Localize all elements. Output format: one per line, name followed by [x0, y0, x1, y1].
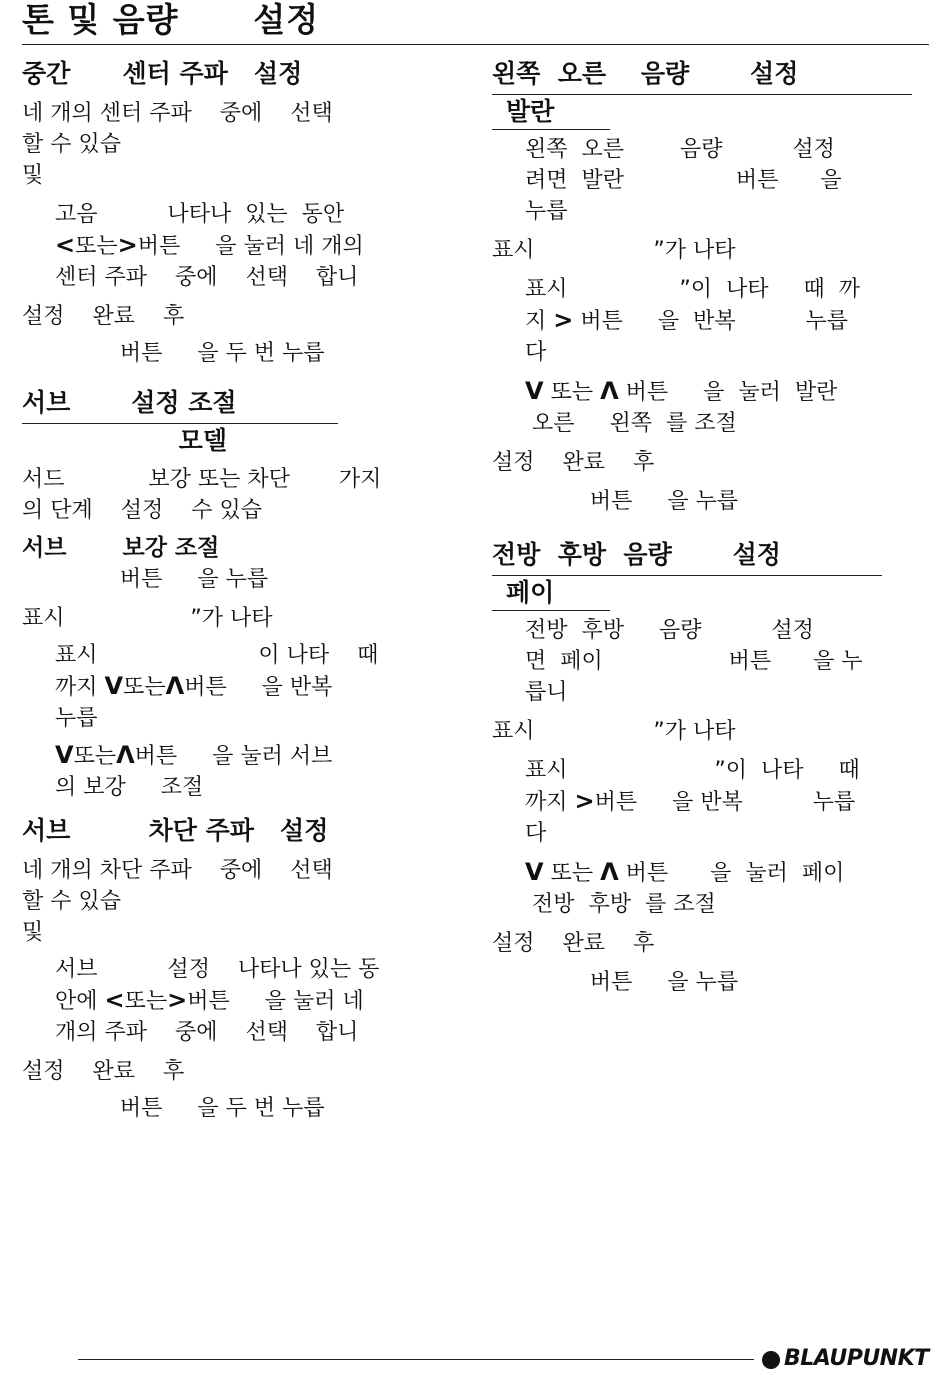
sub-heading-balance: 발란 — [506, 97, 555, 126]
title-rule — [22, 44, 929, 45]
paragraph: 버튼 을 두 번 누릅 — [22, 1096, 325, 1121]
instruction: 센터 주파 중에 선택 합니 — [55, 265, 359, 290]
paragraph: 버튼 을 두 번 누릅 — [22, 341, 325, 366]
paragraph: 네 개의 차단 주파 중에 선택 — [22, 858, 333, 883]
instruction: V 또는 Λ 버튼 을 눌러 발란 — [525, 377, 838, 405]
down-arrow-icon: V — [104, 672, 124, 700]
paragraph: 버튼 을 누릅 — [492, 970, 739, 995]
sub-heading-fader: 페이 — [506, 578, 555, 607]
up-arrow-icon: Λ — [600, 858, 619, 886]
instruction: 까지 >버튼 을 반복 누릅 — [525, 787, 856, 815]
section-heading-sub-setting: 서브 설정 조절 — [22, 388, 237, 417]
instruction: 오른 왼쪽 를 조절 — [525, 411, 737, 436]
paragraph: 표시 ”가 나타 — [492, 719, 736, 744]
instruction: 왼쪽 오른 음량 설정 — [525, 137, 835, 162]
instruction: <또는>버튼 을 눌러 네 개의 — [55, 231, 364, 259]
up-arrow-icon: Λ — [165, 672, 185, 700]
instruction: 표시 ”이 나타 때 — [525, 758, 860, 783]
paragraph: 설정 완료 후 — [22, 304, 185, 329]
right-arrow-icon: > — [553, 306, 574, 334]
down-arrow-icon: V — [525, 858, 544, 886]
section-heading-center-frequency: 중간 센터 주파 설정 — [22, 59, 303, 88]
instruction: 다 — [525, 821, 547, 846]
section-heading-sub-boost: 서브 보강 조절 — [22, 535, 220, 561]
instruction: 누릅 — [55, 706, 98, 731]
sub-heading-model: 모델 — [22, 426, 227, 455]
paragraph: 및 — [22, 163, 44, 188]
instruction: 다 — [525, 340, 547, 365]
brand-logo: BLAUPUNKT — [784, 1346, 929, 1371]
instruction: 표시 이 나타 때 — [55, 643, 379, 668]
instruction: 지 > 버튼 을 반복 누릅 — [525, 306, 849, 334]
instruction: 안에 <또는>버튼 을 눌러 네 — [55, 986, 364, 1014]
paragraph: 네 개의 센터 주파 중에 선택 — [22, 101, 333, 126]
instruction: 누릅 — [525, 199, 568, 224]
instruction: 까지 V또는Λ버튼 을 반복 — [55, 672, 333, 700]
paragraph: 의 단계 설정 수 있습 — [22, 498, 262, 523]
left-column — [22, 58, 462, 1124]
instruction: 면 페이 버튼 을 누 — [525, 649, 863, 674]
paragraph: 표시 ”가 나타 — [492, 238, 736, 263]
down-arrow-icon: V — [55, 741, 74, 769]
paragraph: 버튼 을 누릅 — [492, 489, 739, 514]
instruction: V 또는 Λ 버튼 을 눌러 페이 — [525, 858, 845, 886]
paragraph: 서드 보강 또는 차단 가지 — [22, 467, 382, 492]
paragraph: 설정 완료 후 — [492, 931, 655, 956]
instruction: 전방 후방 를 조절 — [525, 892, 716, 917]
instruction: 릅니 — [525, 680, 568, 705]
page-title: 톤 및 음량 설정 — [22, 0, 320, 39]
section-heading-front-rear-volume: 전방 후방 음량 설정 — [492, 540, 781, 569]
paragraph: 버튼 을 누릅 — [22, 567, 269, 592]
paragraph: 및 — [22, 920, 44, 945]
paragraph: 설정 완료 후 — [22, 1059, 185, 1084]
instruction: V또는Λ버튼 을 눌러 서브 — [55, 741, 333, 769]
left-arrow-icon: < — [104, 986, 125, 1014]
paragraph: 할 수 있습 — [22, 889, 121, 914]
instruction: 서브 설정 나타나 있는 동 — [55, 957, 380, 982]
down-arrow-icon: V — [525, 377, 544, 405]
section-heading-sub-cutoff: 서브 차단 주파 설정 — [22, 816, 329, 845]
up-arrow-icon: Λ — [600, 377, 619, 405]
right-column — [492, 58, 932, 998]
instruction: 개의 주파 중에 선택 합니 — [55, 1020, 359, 1045]
instruction: 표시 ”이 나타 때 까 — [525, 277, 860, 302]
paragraph: 표시 ”가 나타 — [22, 606, 273, 631]
left-arrow-icon: < — [55, 231, 76, 259]
footer-rule — [78, 1359, 754, 1360]
up-arrow-icon: Λ — [116, 741, 135, 769]
right-arrow-icon: > — [167, 986, 188, 1014]
instruction: 려면 발란 버튼 을 — [525, 168, 842, 193]
right-arrow-icon: > — [574, 787, 595, 815]
paragraph: 할 수 있습 — [22, 132, 121, 157]
section-heading-left-right-volume: 왼쪽 오른 음량 설정 — [492, 59, 799, 88]
brand-dot-icon — [762, 1351, 780, 1369]
right-arrow-icon: > — [117, 231, 138, 259]
paragraph: 설정 완료 후 — [492, 450, 655, 475]
instruction: 의 보강 조절 — [55, 775, 204, 800]
instruction: 고음 나타나 있는 동안 — [55, 202, 345, 227]
instruction: 전방 후방 음량 설정 — [525, 618, 814, 643]
